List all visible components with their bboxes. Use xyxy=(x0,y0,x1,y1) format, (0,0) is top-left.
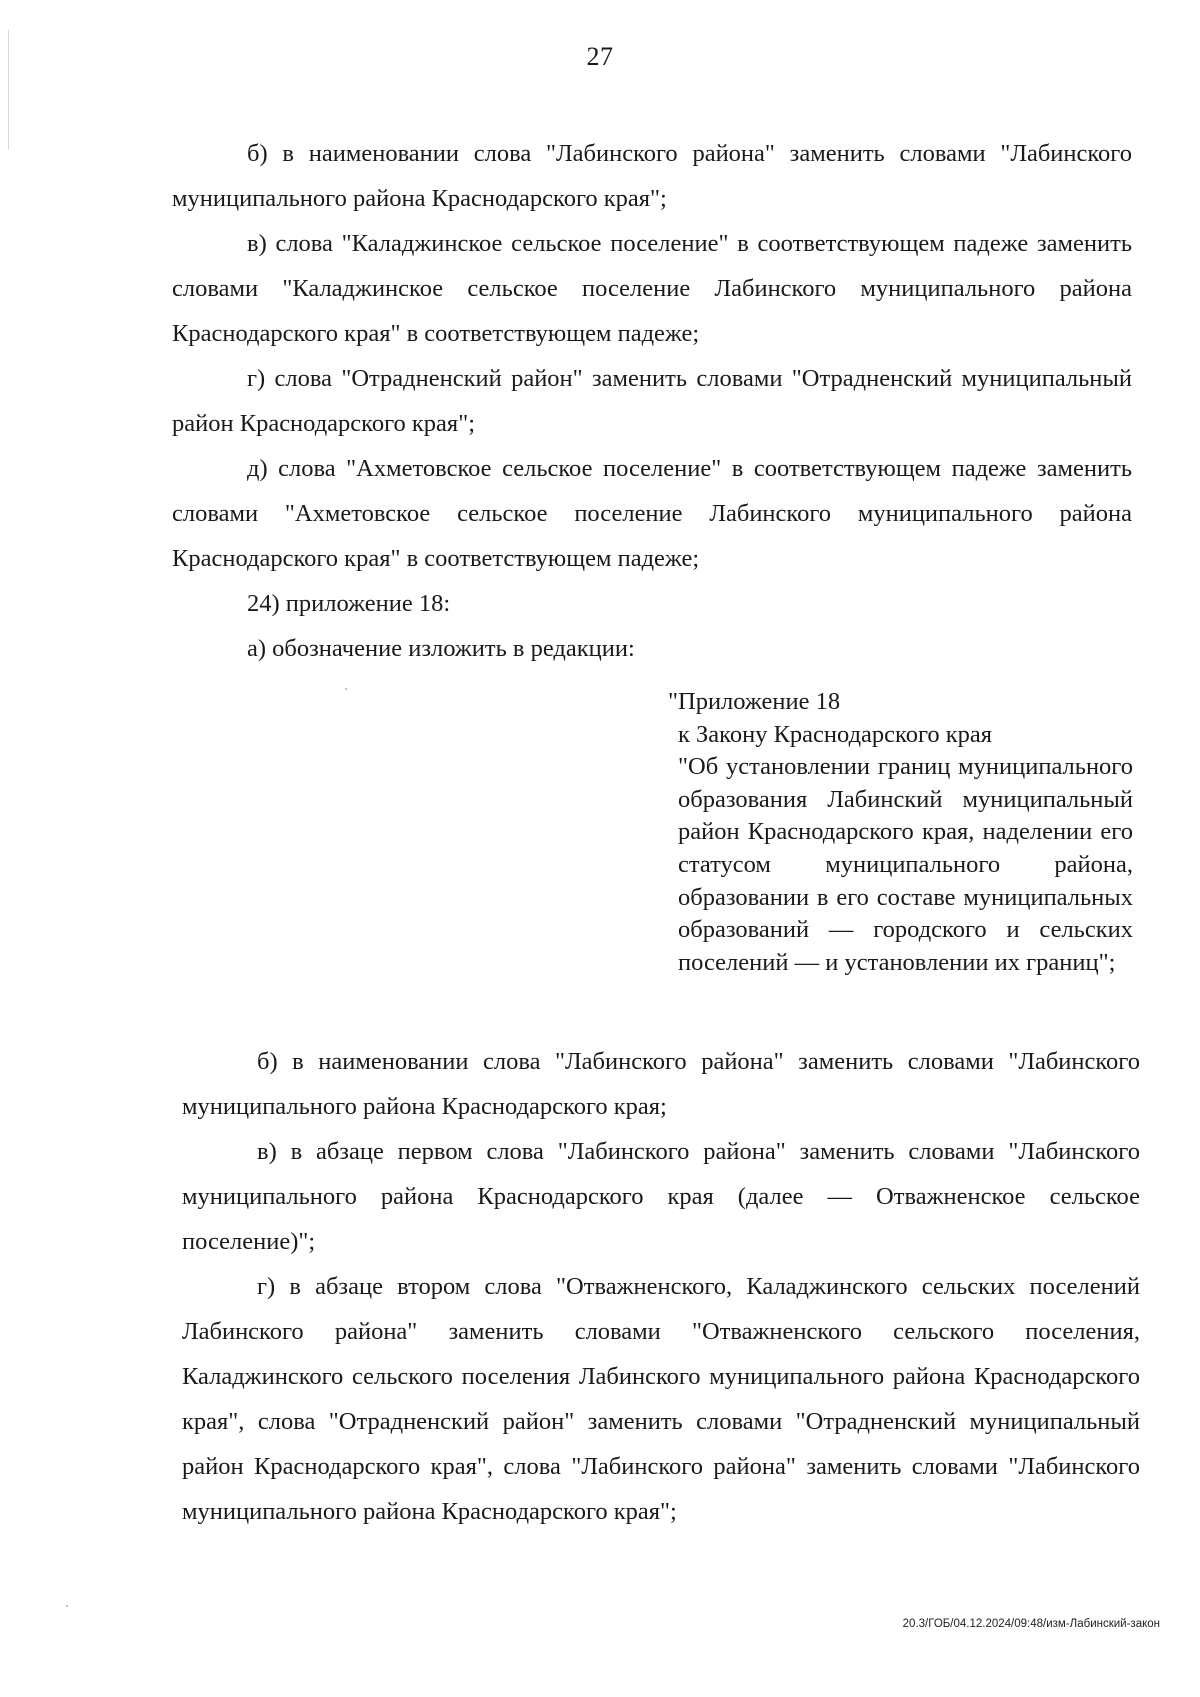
appendix-title: "Приложение 18 xyxy=(668,688,841,715)
paragraph: б) в наименовании слова "Лабинского района" заменить словами "Лабинского муниципального района Краснодарского края; xyxy=(182,1048,1140,1120)
paragraph: б) в наименовании слова "Лабинского района" заменить словами "Лабинского муниципального района Краснодарского края"; xyxy=(172,140,1132,212)
paragraph: г) в абзаце втором слова "Отважненского, Каладжинского сельских поселений Лабинского района" заменить словами "Отважненского сельского поселения, Каладжинского сельского поселения Лабинского муниципального района Краснодарского края", слова "Отрадненский район" заменить словами "Отрадненский муниципальный район Краснодарского края", слова "Лабинского района" заменить словами "Лабинского муниципального района Краснодарского края"; xyxy=(182,1273,1140,1525)
appendix-law-title: "Об установлении границ муниципального образования Лабинский муниципальный район Краснодарского края, наделении его статусом муниципального района, образовании в его составе муниципальных образований — городского и сельских поселений — и установлении их границ"; xyxy=(678,753,1133,976)
paragraph: а) обозначение изложить в редакции: xyxy=(247,635,635,662)
paragraph: в) слова "Каладжинское сельское поселение" в соответствующем падеже заменить словами "Каладжинское сельское поселение Лабинского муниципального района Краснодарского края" в соответствующем падеже; xyxy=(172,230,1132,347)
appendix-heading-block xyxy=(668,686,1133,979)
paragraph: г) слова "Отрадненский район" заменить словами "Отрадненский муниципальный район Краснодарского края"; xyxy=(172,365,1132,437)
body-text-bottom xyxy=(182,1039,1140,1534)
paragraph: д) слова "Ахметовское сельское поселение" в соответствующем падеже заменить словами "Ахметовское сельское поселение Лабинского муниципального района Краснодарского края" в соответствующем падеже; xyxy=(172,455,1132,572)
body-text-top xyxy=(172,131,1132,671)
page-number: 27 xyxy=(586,42,614,71)
paragraph: 24) приложение 18: xyxy=(247,590,451,617)
paragraph: в) в абзаце первом слова "Лабинского района" заменить словами "Лабинского муниципального района Краснодарского края (далее — Отважненское сельское поселение)"; xyxy=(182,1138,1140,1255)
appendix-subtitle: к Закону Краснодарского края xyxy=(678,720,993,748)
scan-artifact-dot xyxy=(345,688,347,690)
scan-artifact-dot xyxy=(66,1605,68,1607)
document-reference-code: 20.3/ГОБ/04.12.2024/09:48/изм-Лабинский-закон xyxy=(902,1618,1160,1630)
